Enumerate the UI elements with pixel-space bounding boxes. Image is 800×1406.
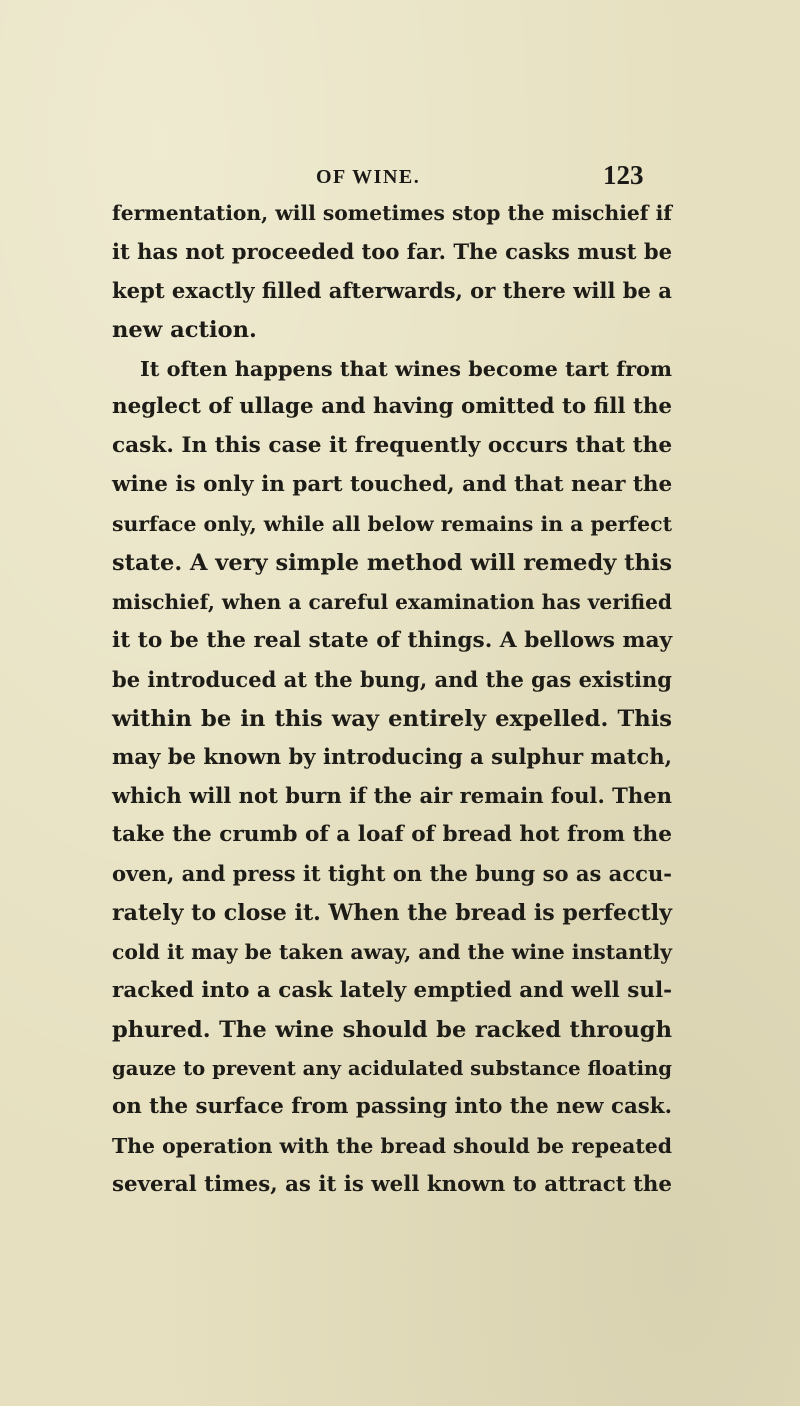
text-line: wine is only in part touched, and that near the — [112, 472, 673, 498]
text-line: kept exactly filled afterwards, or there will be a — [112, 277, 672, 303]
page-number: 123 — [603, 160, 644, 190]
text-line: fermentation, will sometimes stop the mischief if — [112, 201, 672, 225]
text-line: new action. — [112, 316, 257, 343]
text-line: oven, and press it tight on the bung so as accu- — [112, 861, 672, 887]
text-line: within be in this way entirely expelled. This — [112, 705, 672, 732]
text-line: on the surface from passing into the new cask. — [112, 1094, 672, 1120]
running-head-title: OF WINE. — [316, 166, 421, 188]
text-line: it has not proceeded too far. The casks must be — [112, 238, 672, 264]
text-line: gauze to prevent any acidulated substance floating — [112, 1056, 672, 1080]
text-line: cold it may be taken away, and the wine instantly — [112, 939, 672, 964]
text-line: phured. The wine should be racked through — [112, 1016, 673, 1043]
text-line: racked into a cask lately emptied and well sul- — [112, 977, 673, 1003]
text-line: mischief, when a careful examination has verified — [112, 589, 672, 614]
text-line: state. A very simple method will remedy this — [112, 550, 673, 577]
text-line: which will not burn if the air remain foul. Then — [112, 783, 672, 809]
text-line: It often happens that wines become tart from — [140, 355, 672, 381]
text-line: rately to close it. When the bread is perfectly — [112, 900, 672, 927]
body-text — [112, 194, 672, 1205]
text-line: cask. In this case it frequently occurs that the — [112, 433, 673, 459]
text-line: may be known by introducing a sulphur match, — [112, 744, 672, 770]
text-line: neglect of ullage and having omitted to fill the — [112, 394, 673, 420]
text-line: be introduced at the bung, and the gas existing — [112, 666, 672, 692]
text-line: The operation with the bread should be repeated — [112, 1134, 673, 1159]
text-line: take the crumb of a loaf of bread hot from the — [112, 822, 672, 848]
text-line: several times, as it is well known to attract the — [112, 1172, 672, 1198]
text-line: surface only, while all below remains in a perfect — [112, 512, 672, 537]
text-line: it to be the real state of things. A bellows may — [112, 627, 673, 653]
